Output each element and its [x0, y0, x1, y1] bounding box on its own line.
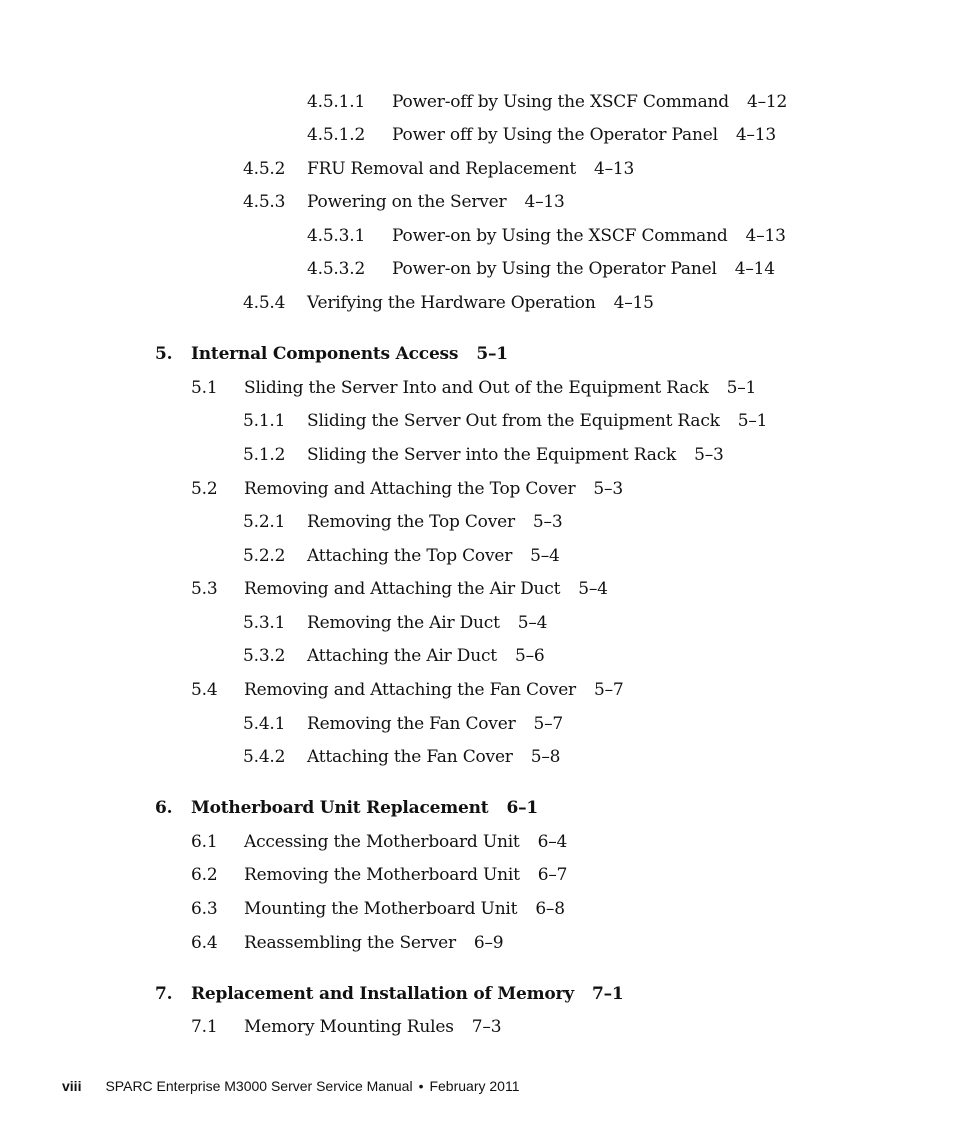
toc-page: 5–4: [530, 546, 560, 566]
toc-number: 7.1: [191, 1017, 218, 1037]
toc-title: Attaching the Fan Cover: [307, 747, 513, 767]
toc-number: 4.5.3.2: [307, 259, 366, 279]
toc-page: 4–12: [746, 92, 788, 112]
toc-title: Sliding the Server Into and Out of the Equipment Rack: [244, 378, 709, 398]
toc-page: 5–7: [594, 680, 624, 700]
chapter-number: 5.: [155, 344, 173, 364]
toc-title: Attaching the Air Duct: [307, 646, 497, 666]
chapter-page: 6–1: [506, 798, 539, 818]
toc-number: 6.3: [191, 899, 218, 919]
toc-page: 4–13: [593, 159, 635, 179]
toc-page: 5–4: [578, 579, 608, 599]
toc-page: 7–3: [471, 1017, 502, 1037]
toc-title: Mounting the Motherboard Unit: [244, 899, 518, 919]
toc-number: 5.1: [191, 378, 218, 398]
toc-number: 5.4.1: [243, 714, 286, 734]
toc-title: Removing and Attaching the Air Duct: [244, 579, 561, 599]
toc-number: 5.2.1: [243, 512, 286, 532]
publication-date: February 2011: [429, 1078, 520, 1094]
chapter-title: Motherboard Unit Replacement: [191, 798, 489, 818]
chapter-page: 5–1: [476, 344, 508, 364]
toc-title: Accessing the Motherboard Unit: [244, 832, 520, 852]
toc-page: 5–1: [737, 411, 768, 431]
toc-number: 4.5.4: [243, 293, 286, 313]
chapter-number: 7.: [155, 984, 173, 1004]
toc-title: Power-on by Using the XSCF Command: [392, 226, 728, 246]
toc-number: 5.4: [191, 680, 218, 700]
chapter-number: 6.: [155, 798, 173, 818]
page-folio: viii: [62, 1078, 82, 1094]
toc-page: 4–13: [735, 125, 776, 145]
toc-number: 5.4.2: [243, 747, 286, 767]
toc-title: Removing the Fan Cover: [307, 714, 516, 734]
toc-number: 5.3: [191, 579, 218, 599]
toc-number: 6.4: [191, 933, 218, 953]
toc-title: FRU Removal and Replacement: [307, 159, 576, 179]
toc-number: 4.5.2: [243, 159, 286, 179]
toc-page: 5–3: [694, 445, 724, 465]
toc-page: 6–8: [535, 899, 565, 919]
toc-title: Removing the Air Duct: [307, 613, 500, 633]
toc-number: 4.5.3.1: [307, 226, 366, 246]
toc-title: Verifying the Hardware Operation: [307, 293, 596, 313]
toc-title: Power-off by Using the XSCF Command: [392, 92, 729, 112]
toc-page: 4–14: [734, 259, 775, 279]
toc-title: Powering on the Server: [307, 192, 507, 212]
toc-page: 5–3: [532, 512, 563, 532]
toc-title: Removing and Attaching the Fan Cover: [244, 680, 576, 700]
toc-title: Removing and Attaching the Top Cover: [244, 479, 576, 499]
toc-page: 6–7: [537, 865, 568, 885]
toc-page: 6–9: [473, 933, 504, 953]
toc-title: Power-on by Using the Operator Panel: [392, 259, 717, 279]
toc-title: Power off by Using the Operator Panel: [392, 125, 718, 145]
toc-title: Sliding the Server into the Equipment Rack: [307, 445, 677, 465]
toc-number: 6.1: [191, 832, 218, 852]
toc-number: 4.5.1.1: [307, 92, 366, 112]
toc-number: 5.2: [191, 479, 218, 499]
toc-page: 5–6: [514, 646, 545, 666]
toc-page: 5–4: [517, 613, 548, 633]
toc-number: 5.1.1: [243, 411, 286, 431]
toc-number: 5.1.2: [243, 445, 286, 465]
toc-number: 4.5.3: [243, 192, 286, 212]
toc-number: 5.3.2: [243, 646, 286, 666]
toc-title: Memory Mounting Rules: [244, 1017, 454, 1037]
toc-page: 4–13: [524, 192, 565, 212]
toc-title: Removing the Top Cover: [307, 512, 515, 532]
toc-title: Attaching the Top Cover: [307, 546, 513, 566]
manual-title: SPARC Enterprise M3000 Server Service Manual: [105, 1078, 413, 1094]
toc-title: Sliding the Server Out from the Equipment Rack: [307, 411, 720, 431]
toc-page: 5–7: [533, 714, 564, 734]
toc-number: 5.2.2: [243, 546, 286, 566]
page-footer: [62, 1077, 519, 1095]
footer-bullet: •: [418, 1078, 424, 1094]
toc-number: 4.5.1.2: [307, 125, 366, 145]
toc-page: 4–15: [613, 293, 654, 313]
toc-page: 5–1: [726, 378, 757, 398]
toc-page: 5–3: [593, 479, 623, 499]
chapter-title: Internal Components Access: [191, 344, 459, 364]
toc-page: 6–4: [537, 832, 568, 852]
chapter-page: 7–1: [591, 984, 624, 1004]
toc-title: Removing the Motherboard Unit: [244, 865, 520, 885]
toc-title: Reassembling the Server: [244, 933, 456, 953]
toc-number: 6.2: [191, 865, 218, 885]
toc-page: 4–13: [745, 226, 786, 246]
toc-page: 5–8: [530, 747, 561, 767]
toc-number: 5.3.1: [243, 613, 286, 633]
chapter-title: Replacement and Installation of Memory: [191, 984, 574, 1004]
